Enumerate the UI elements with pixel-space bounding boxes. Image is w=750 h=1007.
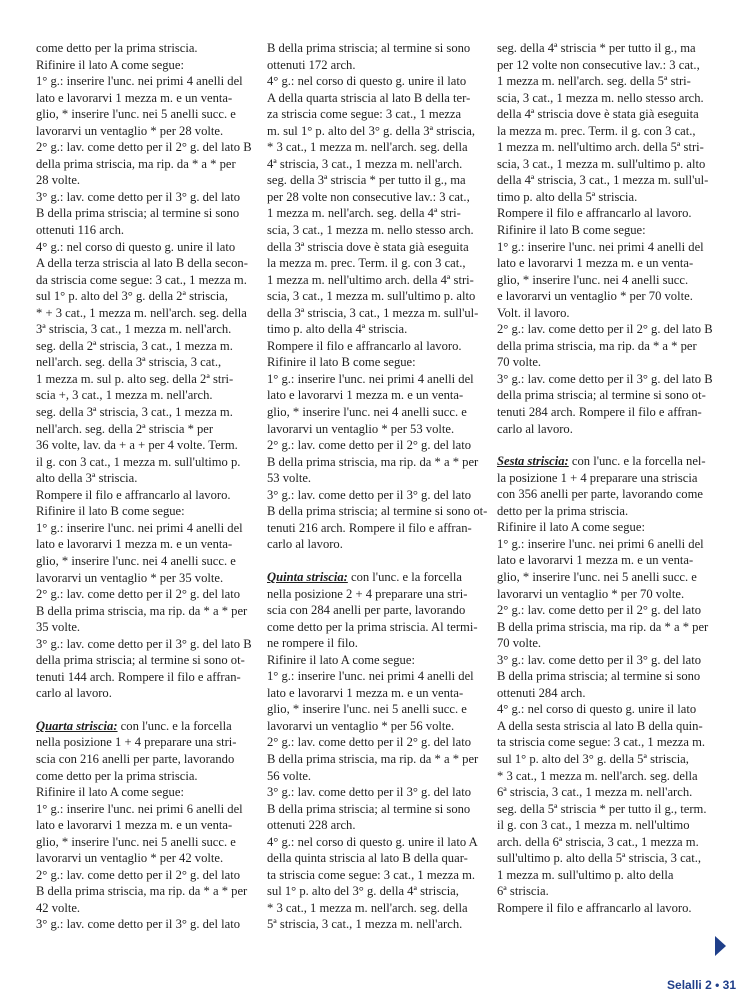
text-line: per 28 volte non consecutive lav.: 3 cat.,	[267, 189, 470, 204]
footer-separator: •	[715, 978, 720, 992]
paragraph-gap	[497, 437, 720, 453]
text-line: 2° g.: lav. come detto per il 2° g. del lato	[267, 438, 472, 453]
page-footer	[667, 978, 736, 992]
text-line: 3ª striscia, 3 cat., 1 mezza m. nell'arch.	[36, 322, 232, 337]
section-heading-text: con l'unc. e la forcella nel-	[568, 454, 706, 469]
text-line: glio, * inserire l'unc. nei 5 anelli succ. e	[267, 702, 467, 717]
text-line: ottenuti 228 arch.	[267, 818, 356, 833]
text-line: della 3ª striscia dove è stata già eseguita	[267, 239, 469, 254]
text-line: 3° g.: lav. come detto per il 3° g. del lato	[36, 189, 241, 204]
text-line: lato e lavorarvi 1 mezza m. e un venta-	[36, 818, 233, 833]
text-line: Rifinire il lato A come segue:	[267, 652, 415, 667]
magazine-name: Selalli 2	[667, 978, 712, 992]
text-line: ta striscia come segue: 3 cat., 1 mezza m.	[497, 735, 706, 750]
text-line: za striscia come segue: 3 cat., 1 mezza	[267, 107, 462, 122]
text-line: 4° g.: nel corso di questo g. unire il lato	[497, 702, 697, 717]
text-line: e lavorarvi un ventaglio * per 70 volte.	[497, 289, 693, 304]
text-line	[497, 453, 720, 470]
text-line: * 3 cat., 1 mezza m. nell'arch. seg. della	[267, 900, 468, 915]
text-line: 2° g.: lav. come detto per il 2° g. del lato	[36, 867, 241, 882]
text-line: 1 mezza m. nell'arch. seg. della 4ª stri-	[267, 206, 461, 221]
text-line: della prima striscia, ma rip. da * a * per	[497, 338, 697, 353]
text-line: 56 volte.	[267, 768, 312, 783]
text-line: B della prima striscia, ma rip. da * a * per	[267, 454, 479, 469]
text-line: A della terza striscia al lato B della secon-	[36, 256, 248, 271]
text-line: lato e lavorarvi 1 mezza m. e un venta-	[267, 685, 464, 700]
text-line: Rifinire il lato B come segue:	[267, 355, 416, 370]
text-line: ne rompere il filo.	[267, 636, 358, 651]
text-line: da striscia come segue: 3 cat., 1 mezza m.	[36, 272, 247, 287]
text-line: della prima striscia; al termine si sono ot-	[36, 653, 245, 668]
text-line: Rifinire il lato A come segue:	[36, 57, 184, 72]
text-line: sul 1° p. alto del 3° g. della 5ª striscia,	[497, 751, 689, 766]
text-line: B della prima striscia; al termine si sono	[267, 801, 471, 816]
text-line: lato e lavorarvi 1 mezza m. e un venta-	[36, 537, 233, 552]
text-line: sul 1° p. alto del 3° g. della 2ª striscia,	[36, 289, 228, 304]
text-line: detto per la prima striscia.	[497, 503, 629, 518]
text-line: 1 mezza m. nell'arch. seg. della 5ª stri-	[497, 74, 691, 89]
section-heading: Sesta striscia:	[497, 454, 569, 469]
text-column-1	[36, 40, 259, 933]
text-line: 1° g.: inserire l'unc. nei primi 4 anelli del	[267, 371, 474, 386]
text-line: 70 volte.	[497, 636, 542, 651]
text-line: B della prima striscia, ma rip. da * a * per	[267, 751, 479, 766]
text-line: B della prima striscia; al termine si sono	[36, 206, 240, 221]
text-column-3	[497, 40, 720, 916]
text-line: carlo al lavoro.	[497, 421, 573, 436]
text-line: il g. con 3 cat., 1 mezza m. nell'ultimo	[497, 818, 690, 833]
text-line: Rifinire il lato A come segue:	[497, 520, 645, 535]
text-line: sul 1° p. alto del 3° g. della 4ª striscia,	[267, 884, 459, 899]
text-line: B della prima striscia; al termine si sono	[497, 669, 701, 684]
text-line: Rompere il filo e affrancarlo al lavoro.	[497, 206, 692, 221]
text-line: * 3 cat., 1 mezza m. nell'arch. seg. della	[267, 140, 468, 155]
text-line: 1 mezza m. sull'ultimo p. alto della	[497, 867, 674, 882]
text-line: 36 volte, lav. da + a + per 4 volte. Term.	[36, 438, 238, 453]
text-line: 1 mezza m. nell'ultimo arch. della 5ª stri-	[497, 140, 704, 155]
paragraph-gap	[267, 553, 490, 569]
text-line: la mezza m. prec. Term. il g. con 3 cat.,	[497, 123, 696, 138]
text-line: glio, * inserire l'unc. nei 5 anelli succ. e	[36, 834, 236, 849]
text-line: scia, 3 cat., 1 mezza m. sull'ultimo p. alto	[267, 289, 476, 304]
text-line: 2° g.: lav. come detto per il 2° g. del lato B	[36, 140, 252, 155]
text-line: 1 mezza m. sul p. alto seg. della 2ª stri-	[36, 371, 234, 386]
text-line: glio, * inserire l'unc. nei 4 anelli succ. e	[267, 405, 467, 420]
text-line: B della prima striscia, ma rip. da * a * per	[36, 884, 248, 899]
text-line: nella posizione 2 + 4 preparare una stri-	[267, 586, 468, 601]
text-line: * + 3 cat., 1 mezza m. nell'arch. seg. della	[36, 305, 247, 320]
text-line: 28 volte.	[36, 173, 81, 188]
text-line: la posizione 1 + 4 preparare una striscia	[497, 470, 698, 485]
text-line	[267, 569, 490, 586]
text-line: Rompere il filo e affrancarlo al lavoro.	[497, 900, 692, 915]
text-line: seg. della 5ª striscia * per tutto il g., term.	[497, 801, 707, 816]
text-line: timo p. alto della 4ª striscia.	[267, 322, 408, 337]
text-line: 3° g.: lav. come detto per il 3° g. del lato	[267, 785, 472, 800]
text-line: glio, * inserire l'unc. nei 5 anelli succ. e	[36, 107, 236, 122]
text-line: ottenuti 284 arch.	[497, 685, 586, 700]
text-line: B della prima striscia; al termine si sono ot-	[267, 504, 488, 519]
text-line: con 356 anelli per parte, lavorando come	[497, 487, 703, 502]
text-line: come detto per la prima striscia.	[36, 41, 198, 55]
text-line: ottenuti 116 arch.	[36, 223, 125, 238]
text-line: seg. della 3ª striscia, 3 cat., 1 mezza m.	[36, 405, 233, 420]
text-line: lavorarvi un ventaglio * per 35 volte.	[36, 570, 224, 585]
text-line: 70 volte.	[497, 355, 542, 370]
text-line: 2° g.: lav. come detto per il 2° g. del lato	[267, 735, 472, 750]
text-line: 6ª striscia, 3 cat., 1 mezza m. nell'arch.	[497, 785, 693, 800]
text-line: 4° g.: nel corso di questo g. unire il lato	[267, 74, 467, 89]
text-line: lavorarvi un ventaglio * per 56 volte.	[267, 718, 455, 733]
text-line: come detto per la prima striscia. Al termi-	[267, 619, 478, 634]
text-line: 6ª striscia.	[497, 884, 549, 899]
text-line: 3° g.: lav. come detto per il 3° g. del lato B	[36, 636, 252, 651]
text-line: lato e lavorarvi 1 mezza m. e un venta-	[497, 553, 694, 568]
text-line: come detto per la prima striscia.	[36, 768, 198, 783]
text-line: scia con 284 anelli per parte, lavorando	[267, 603, 466, 618]
paragraph-gap	[36, 702, 259, 718]
text-line: alto della 3ª striscia.	[36, 471, 138, 486]
text-line: Rifinire il lato B come segue:	[497, 223, 646, 238]
text-line: 5ª striscia, 3 cat., 1 mezza m. nell'arch.	[267, 917, 463, 932]
text-line: lavorarvi un ventaglio * per 53 volte.	[267, 421, 455, 436]
text-line: glio, * inserire l'unc. nei 4 anelli succ. e	[36, 553, 236, 568]
text-line: 1° g.: inserire l'unc. nei primi 4 anelli del	[36, 74, 243, 89]
text-line: glio, * inserire l'unc. nei 5 anelli succ. e	[497, 569, 697, 584]
text-line: A della sesta striscia al lato B della quin-	[497, 718, 703, 733]
text-line	[36, 718, 259, 735]
text-line: lato e lavorarvi 1 mezza m. e un venta-	[267, 388, 464, 403]
text-line: tenuti 216 arch. Rompere il filo e affran-	[267, 520, 472, 535]
text-line: tenuti 144 arch. Rompere il filo e affran-	[36, 669, 241, 684]
text-line: il g. con 3 cat., 1 mezza m. sull'ultimo p.	[36, 454, 241, 469]
text-line: B della prima striscia, ma rip. da * a * per	[497, 619, 709, 634]
text-line: A della quarta striscia al lato B della ter-	[267, 90, 471, 105]
text-line: 1 mezza m. nell'ultimo arch. della 4ª stri-	[267, 272, 474, 287]
text-line: 1° g.: inserire l'unc. nei primi 6 anelli del	[36, 801, 243, 816]
text-line: lato e lavorarvi 1 mezza m. e un venta-	[497, 256, 694, 271]
text-line: scia con 216 anelli per parte, lavorando	[36, 751, 235, 766]
text-line: lavorarvi un ventaglio * per 70 volte.	[497, 586, 685, 601]
text-line: 3° g.: lav. come detto per il 3° g. del lato	[497, 652, 702, 667]
text-line: della 4ª striscia dove è stata già eseguita	[497, 107, 699, 122]
text-line: arch. della 6ª striscia, 3 cat., 1 mezza m.	[497, 834, 699, 849]
text-line: 1° g.: inserire l'unc. nei primi 4 anelli del	[497, 239, 704, 254]
text-line: la mezza m. prec. Term. il g. con 3 cat.,	[267, 256, 466, 271]
text-line: per 12 volte non consecutive lav.: 3 cat.,	[497, 57, 700, 72]
text-line: B della prima striscia, ma rip. da * a * per	[36, 603, 248, 618]
text-line: lavorarvi un ventaglio * per 28 volte.	[36, 123, 224, 138]
text-line: * 3 cat., 1 mezza m. nell'arch. seg. della	[497, 768, 698, 783]
text-line: 4° g.: nel corso di questo g. unire il lato	[36, 239, 236, 254]
text-line: Rompere il filo e affrancarlo al lavoro.	[36, 487, 231, 502]
text-line: Rifinire il lato A come segue:	[36, 785, 184, 800]
text-line: glio, * inserire l'unc. nei 4 anelli succ.	[497, 272, 689, 287]
section-heading: Quarta striscia:	[36, 718, 118, 733]
text-line: della prima striscia, ma rip. da * a * per	[36, 156, 236, 171]
next-page-arrow-icon[interactable]	[715, 936, 726, 956]
text-line: scia, 3 cat., 1 mezza m. sull'ultimo p. alto	[497, 156, 706, 171]
text-line: 3° g.: lav. come detto per il 3° g. del lato B	[497, 371, 713, 386]
text-line: 4ª striscia, 3 cat., 1 mezza m. nell'arch.	[267, 156, 463, 171]
text-line: Volt. il lavoro.	[497, 305, 570, 320]
page-number: 31	[722, 978, 736, 992]
text-line: 1° g.: inserire l'unc. nei primi 4 anelli del	[36, 520, 243, 535]
section-heading-text: con l'unc. e la forcella	[117, 718, 232, 733]
text-line: 4° g.: nel corso di questo g. unire il lato A	[267, 834, 478, 849]
text-line: 53 volte.	[267, 471, 312, 486]
text-line: 2° g.: lav. come detto per il 2° g. del lato	[36, 587, 241, 602]
text-line: lato e lavorarvi 1 mezza m. e un venta-	[36, 90, 233, 105]
text-line: 2° g.: lav. come detto per il 2° g. del lato	[497, 603, 702, 618]
text-line: carlo al lavoro.	[267, 537, 343, 552]
text-line: della 3ª striscia, 3 cat., 1 mezza m. sull'ul-	[267, 305, 479, 320]
section-heading-text: con l'unc. e la forcella	[347, 569, 462, 584]
text-line: 2° g.: lav. come detto per il 2° g. del lato B	[497, 322, 713, 337]
text-line: della 4ª striscia, 3 cat., 1 mezza m. sull'ul-	[497, 173, 709, 188]
text-line: scia, 3 cat., 1 mezza m. nello stesso arch.	[267, 223, 474, 238]
text-line: scia +, 3 cat., 1 mezza m. nell'arch.	[36, 388, 213, 403]
text-line: ta striscia come segue: 3 cat., 1 mezza m.	[267, 867, 476, 882]
text-line: sull'ultimo p. alto della 5ª striscia, 3 cat.,	[497, 851, 702, 866]
text-line: scia, 3 cat., 1 mezza m. nello stesso arch.	[497, 90, 704, 105]
text-line: 3° g.: lav. come detto per il 3° g. del lato	[36, 917, 241, 932]
text-line: tenuti 284 arch. Rompere il filo e affran-	[497, 405, 702, 420]
section-heading: Quinta striscia:	[267, 569, 348, 584]
text-line: della prima striscia; al termine si sono ot-	[497, 388, 706, 403]
text-line: nell'arch. seg. della 2ª striscia * per	[36, 421, 214, 436]
text-line: seg. della 3ª striscia * per tutto il g., ma	[267, 173, 466, 188]
text-line: 1° g.: inserire l'unc. nei primi 6 anelli del	[497, 536, 704, 551]
text-line: 42 volte.	[36, 900, 81, 915]
text-line: 1° g.: inserire l'unc. nei primi 4 anelli del	[267, 669, 474, 684]
text-line: timo p. alto della 5ª striscia.	[497, 189, 638, 204]
text-line: Rifinire il lato B come segue:	[36, 504, 185, 519]
text-line: B della prima striscia; al termine si sono	[267, 41, 471, 55]
text-line: della quinta striscia al lato B della quar-	[267, 851, 468, 866]
text-line: nell'arch. seg. della 3ª striscia, 3 cat.,	[36, 355, 222, 370]
text-line: lavorarvi un ventaglio * per 42 volte.	[36, 851, 224, 866]
text-line: nella posizione 1 + 4 preparare una stri-	[36, 735, 237, 750]
text-line: ottenuti 172 arch.	[267, 57, 356, 72]
text-column-2	[267, 40, 490, 933]
text-line: seg. della 4ª striscia * per tutto il g., ma	[497, 41, 696, 55]
text-line: 35 volte.	[36, 620, 81, 635]
text-line: seg. della 2ª striscia, 3 cat., 1 mezza m.	[36, 338, 233, 353]
text-line: m. sul 1° p. alto del 3° g. della 3ª striscia,	[267, 123, 476, 138]
text-line: Rompere il filo e affrancarlo al lavoro.	[267, 338, 462, 353]
text-line: carlo al lavoro.	[36, 686, 112, 701]
text-line: 3° g.: lav. come detto per il 3° g. del lato	[267, 487, 472, 502]
